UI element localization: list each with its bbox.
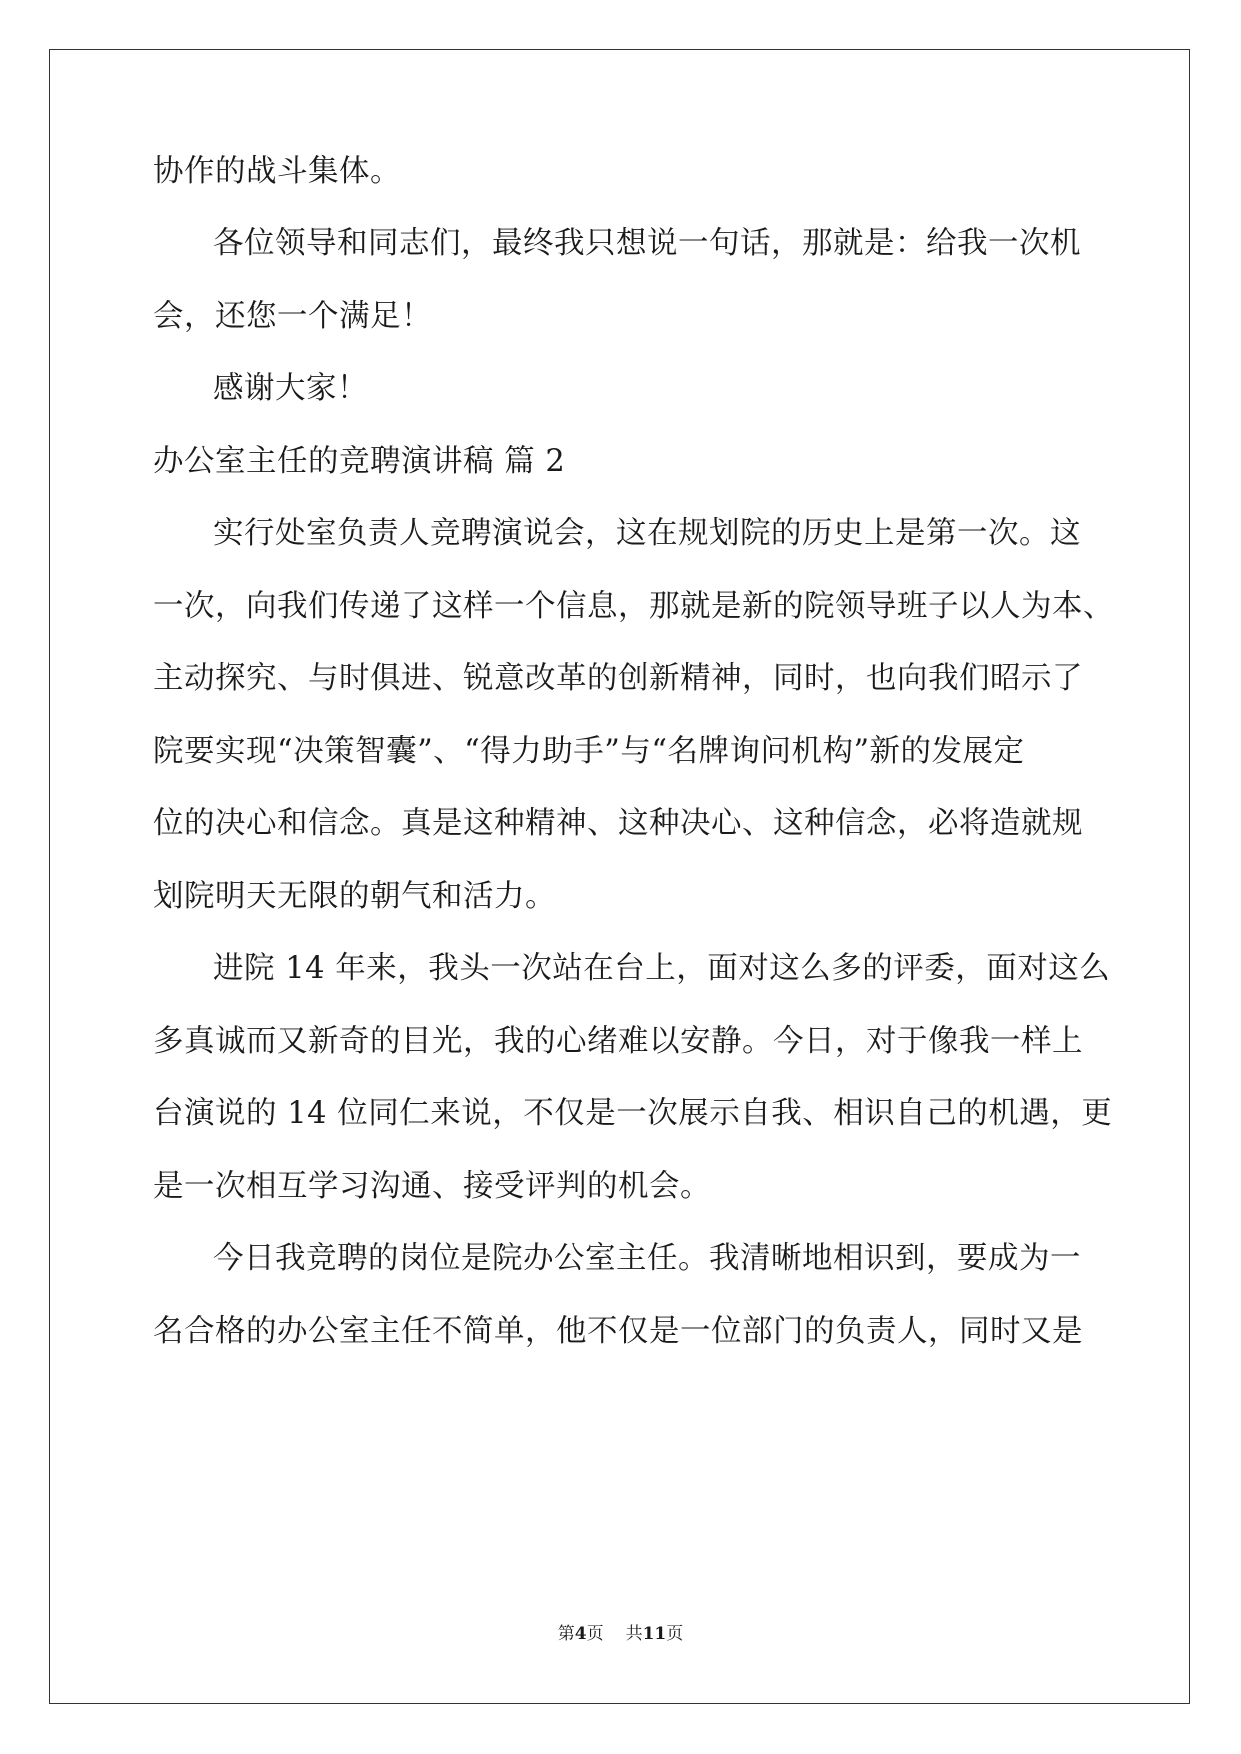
text-line-9: 院要实现“决策智囊”、“得力助手”与“名牌询问机构”新的发展定 bbox=[153, 734, 1025, 769]
footer-prefix: 第 bbox=[557, 1624, 575, 1644]
text-line-8: 主动探究、与时俱进、锐意改革的创新精神，同时，也向我们昭示了 bbox=[153, 661, 1083, 696]
text-line-13: 多真诚而又新奇的目光，我的心绪难以安静。今日，对于像我一样上 bbox=[153, 1024, 1083, 1059]
text-line-11: 划院明天无限的朝气和活力。 bbox=[153, 879, 556, 914]
text-line-1: 协作的战斗集体。 bbox=[153, 154, 401, 189]
footer-total-word: 页 bbox=[666, 1624, 684, 1644]
text-line-14: 台演说的 14 位同仁来说，不仅是一次展示自我、相识自己的机遇，更 bbox=[153, 1096, 1113, 1131]
text-line-3: 会，还您一个满足！ bbox=[153, 299, 432, 334]
footer-current-page: 4 bbox=[574, 1624, 587, 1644]
text-line-17: 名合格的办公室主任不简单，他不仅是一位部门的负责人，同时又是 bbox=[153, 1314, 1083, 1349]
text-line-15: 是一次相互学习沟通、接受评判的机会。 bbox=[153, 1169, 711, 1204]
text-line-7: 一次，向我们传递了这样一个信息，那就是新的院领导班子以人为本、 bbox=[153, 589, 1114, 624]
footer-page-word: 页 bbox=[586, 1624, 604, 1644]
text-line-16: 今日我竞聘的岗位是院办公室主任。我清晰地相识到，要成为一 bbox=[213, 1241, 1081, 1276]
page-footer bbox=[0, 1622, 1241, 1646]
footer-total-pages: 11 bbox=[642, 1624, 667, 1644]
footer-total-prefix: 共 bbox=[625, 1624, 643, 1644]
section-heading: 办公室主任的竞聘演讲稿 篇 2 bbox=[153, 444, 566, 479]
text-line-10: 位的决心和信念。真是这种精神、这种决心、这种信念，必将造就规 bbox=[153, 806, 1083, 841]
text-line-12: 进院 14 年来，我头一次站在台上，面对这么多的评委，面对这么 bbox=[213, 951, 1111, 986]
text-line-4: 感谢大家！ bbox=[213, 371, 368, 406]
text-line-2: 各位领导和同志们，最终我只想说一句话，那就是：给我一次机 bbox=[213, 226, 1081, 261]
text-line-6: 实行处室负责人竞聘演说会，这在规划院的历史上是第一次。这 bbox=[213, 516, 1081, 551]
